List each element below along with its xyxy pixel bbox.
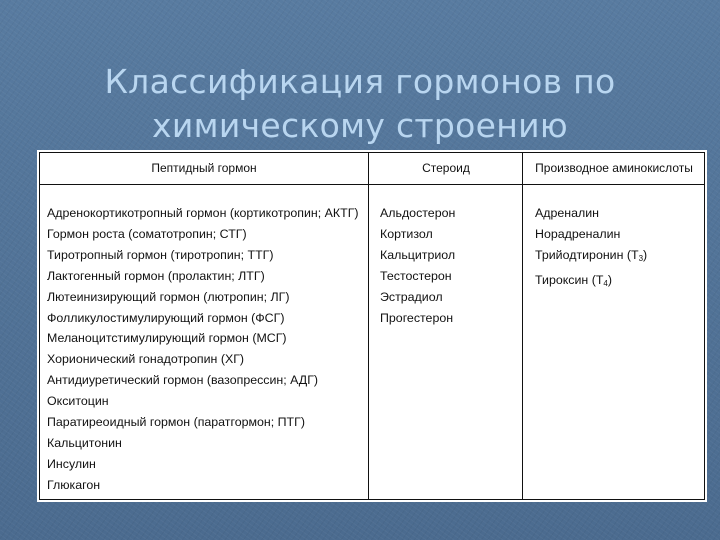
amino-acid-derivative-list (535, 203, 647, 295)
steroid-hormone-list (380, 203, 455, 328)
header-peptide: Пептидный гормон (151, 161, 257, 175)
peptide-hormone-list (47, 203, 359, 496)
list-item: Адренокортикотропный гормон (кортикотропин; АКТГ) (47, 206, 359, 220)
list-item: Меланоцитстимулирующий гормон (МСГ) (47, 331, 287, 346)
slide-title (0, 60, 720, 148)
list-item: Окситоцин (47, 394, 109, 409)
list-item: Кальцитриол (380, 247, 456, 262)
list-item: Хорионический гонадотропин (ХГ) (47, 352, 245, 367)
list-item: Прогестерон (380, 310, 454, 325)
list-item: Лактогенный гормон (пролактин; ЛТГ) (47, 268, 265, 283)
list-item: Гормон роста (соматотропин; СТГ) (47, 226, 247, 241)
list-item: Паратиреоидный гормон (паратгормон; ПТГ) (47, 415, 305, 430)
list-item: Трийодтиронин $(T_3)$ (535, 247, 648, 263)
list-item: Инсулин (47, 456, 96, 471)
hormone-classification-table (37, 150, 707, 502)
list-item: Кальцитонин (47, 435, 122, 450)
list-item: Тироксин $(T_4)$ (535, 272, 612, 288)
header-divider (40, 184, 704, 185)
header-amino-acid-derivative: Производное аминокислоты (535, 161, 693, 175)
list-item: Кортизол (380, 226, 433, 241)
header-steroid: Стероид (422, 161, 470, 175)
list-item: Антидиуретический гормон (вазопрессин; АДГ) (47, 373, 319, 388)
list-item: Фолликулостимулирующий гормон (ФСГ) (47, 310, 285, 325)
title-line-2: химическому строению (152, 106, 568, 146)
list-item: Адреналин (535, 206, 600, 220)
list-item: Норадреналин (535, 226, 621, 241)
list-item: Тестостерон (380, 268, 452, 283)
table-frame (39, 152, 705, 500)
column-divider-2 (522, 153, 523, 499)
list-item: Тиротропный гормон (тиротропин; ТТГ) (47, 247, 274, 262)
list-item: Лютеинизирующий гормон (лютропин; ЛГ) (47, 289, 290, 304)
list-item: Альдостерон (380, 206, 456, 220)
list-item: Эстрадиол (380, 289, 443, 304)
list-item: Глюкагон (47, 477, 101, 492)
title-line-1: Классификация гормонов по (104, 62, 616, 102)
column-divider-1 (368, 153, 369, 499)
